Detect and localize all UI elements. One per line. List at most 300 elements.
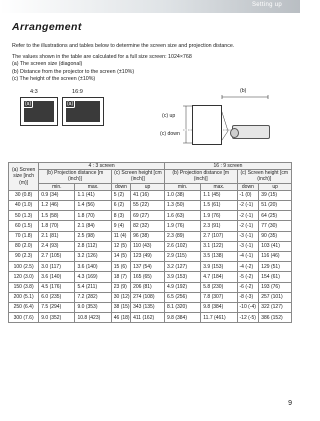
cell-value-alt-unit: (105) [49,253,62,260]
cell-value: 1.9 [203,212,211,219]
cell-value-alt-unit: (49) [142,253,152,260]
cell-value: 23 [113,283,120,290]
value-cell [131,302,165,312]
screen-size-cell [9,231,39,241]
value-cell [201,302,237,312]
cell-value-alt-unit: (15) [120,304,130,311]
value-cell [237,302,259,312]
value-cell [259,190,292,200]
height-header-4-3: (c) Screen height [cm (inch)] [111,170,164,183]
cell-value-alt-unit: (211) [85,283,98,290]
cell-value: 3.1 [203,243,211,250]
cell-value-alt-unit: (112) [85,243,98,250]
value-cell [237,241,259,251]
value-cell [39,201,75,211]
cell-value-alt-unit: (-1) [245,212,254,219]
cell-value-alt-unit: (50) [175,202,185,209]
cell-value: 1.0 [166,192,174,199]
cell-value-alt-unit: (93) [49,243,59,250]
cell-value: 11.7 [203,314,213,321]
value-cell [259,231,292,241]
cell-value-alt-unit: (384) [211,304,224,311]
value-cell [75,251,111,261]
cell-value-alt-unit: (135) [142,304,155,311]
value-cell [75,241,111,251]
cell-value: 30 [113,294,120,301]
table-row [9,221,292,231]
size-inch: 30 [14,192,21,199]
cell-value: 6 [113,202,117,209]
cell-value-alt-unit: (27) [140,212,149,219]
intro-item-a: (a) The screen size (diagonal) [12,61,83,68]
value-cell [131,190,165,200]
intro-item-c: (c) The height of the screen (±10%) [12,75,96,82]
cell-value: 14 [113,253,120,260]
cell-value: -12 [239,314,247,321]
cell-value: 2.9 [166,253,174,260]
cell-value: 193 [261,283,270,290]
cell-value-alt-unit: (0) [245,192,252,199]
ratio-4-3-label: 4:3 [30,89,38,95]
value-cell [131,231,165,241]
cell-value-alt-unit: (-1) [245,202,254,209]
subheader-min: min. [164,183,200,190]
value-cell [131,262,165,272]
size-inch: 150 [13,283,22,290]
cell-value-alt-unit: (126) [85,253,98,260]
table-row [9,231,292,241]
cell-value: 7.5 [41,304,49,311]
height-up-label: (c) up [162,113,176,119]
projection-lines [10,85,294,157]
cell-value: 1.8 [41,222,49,229]
value-cell [201,231,237,241]
cell-value-alt-unit: (294) [49,304,62,311]
cell-value-alt-unit: (84) [85,222,95,229]
value-cell [39,282,75,292]
value-cell [131,292,165,302]
table-row [9,201,292,211]
screen-size-cell [9,241,39,251]
cell-value-alt-unit: (140) [49,273,62,280]
screen-size-cell [9,292,39,302]
cell-value: 165 [133,273,142,280]
cell-value: 2.8 [77,243,85,250]
cell-value-alt-unit: (256) [175,294,187,301]
value-cell [111,241,130,251]
value-cell [111,221,130,231]
cell-value-alt-unit: (138) [211,253,224,260]
cell-value-alt-unit: (30) [268,222,278,229]
height-header-16-9: (c) Screen height [cm (inch)] [237,170,292,183]
screen-size-cell [9,190,39,200]
cell-value-alt-unit: (169) [85,273,98,280]
cell-value: 386 [261,314,270,321]
size-inch: 60 [14,222,21,229]
cell-value-alt-unit: (46) [270,253,280,260]
cell-value-alt-unit: (320) [175,304,187,311]
table-row [9,251,292,261]
value-cell [131,201,165,211]
cell-value: -1 [239,192,244,199]
value-cell [111,231,130,241]
cell-value: 1.5 [41,212,49,219]
value-cell [259,292,292,302]
cell-value-alt-unit: (152) [270,314,283,321]
cell-value-alt-unit: (4) [120,233,127,240]
value-cell [201,272,237,282]
ratio-16-9-label: 16:9 [72,89,83,95]
value-cell [39,272,75,282]
value-cell [131,282,165,292]
value-cell [75,190,111,200]
table-row [9,292,292,302]
cell-value-alt-unit: (235) [49,294,62,301]
cell-value-alt-unit: (384) [175,314,187,321]
cell-value-alt-unit: (15) [268,192,278,199]
cell-value: 8.1 [166,304,174,311]
cell-value: -8 [239,294,244,301]
distance-label: (b) [240,88,247,94]
cell-value: 1.2 [41,202,49,209]
cell-value: -5 [239,273,244,280]
value-cell [237,211,259,221]
cell-value-alt-unit: (38) [140,233,149,240]
cell-value: 2.1 [41,233,49,240]
screen-size-cell [9,221,39,231]
cell-value: 90 [261,233,267,240]
size-m: (1.5) [21,222,33,229]
cell-value: 39 [261,192,267,199]
value-cell [39,251,75,261]
subheader-down: down [237,183,259,190]
value-cell [259,262,292,272]
screen-size-cell [9,272,39,282]
cell-value: -3 [239,243,244,250]
cell-value-alt-unit: (91) [211,222,221,229]
value-cell [237,190,259,200]
subheader-max: max. [75,183,111,190]
cell-value-alt-unit: (61) [270,273,280,280]
size-inch: 80 [14,243,21,250]
screen-size-cell [9,251,39,261]
cell-value-alt-unit: (56) [85,202,95,209]
cell-value: 411 [133,314,142,321]
cell-value: -4 [239,263,244,270]
cell-value: 2.7 [203,233,211,240]
cell-value-alt-unit: (352) [49,314,62,321]
cell-value-alt-unit: (192) [175,283,187,290]
size-m: (1.0) [21,202,33,209]
screen-size-tag-4-3: (a) [25,101,32,107]
cell-value-alt-unit: (461) [214,314,226,321]
cell-value: 5.8 [203,283,211,290]
value-cell [39,241,75,251]
cell-value-alt-unit: (-5) [248,314,256,321]
cell-value: 55 [133,202,139,209]
value-cell [111,272,130,282]
value-cell [75,211,111,221]
size-inch: 90 [14,253,21,260]
cell-value: 41 [133,192,139,199]
cell-value: -2 [239,222,244,229]
size-m: (2.5) [23,263,34,270]
value-cell [259,241,292,251]
cell-value-alt-unit: (162) [142,314,155,321]
size-m: (6.4) [23,304,34,311]
cell-value: 0.9 [41,192,49,199]
cell-value: 257 [261,294,270,301]
cell-value-alt-unit: (5) [120,243,127,250]
cell-value-alt-unit: (122) [211,243,224,250]
value-cell [201,251,237,261]
size-inch: 300 [13,314,22,321]
value-cell [111,282,130,292]
cell-value-alt-unit: (6) [120,263,127,270]
cell-value: 1.1 [203,192,211,199]
cell-value-alt-unit: (423) [88,314,101,321]
value-cell [259,201,292,211]
size-m: (2.0) [21,243,33,250]
intro-text [12,43,292,83]
cell-value-alt-unit: (140) [85,263,98,270]
value-cell [237,251,259,261]
cell-value-alt-unit: (-4) [248,304,256,311]
cell-value-alt-unit: (18) [120,314,130,321]
value-cell [75,282,111,292]
cell-value-alt-unit: (98) [85,233,95,240]
intro-line-1: Refer to the illustrations and tables below to determine the screen size and projection distance. [12,43,235,49]
cell-value: 154 [261,273,270,280]
value-cell [237,262,259,272]
value-cell [131,313,165,323]
cell-value: 2.5 [77,233,85,240]
cell-value-alt-unit: (4) [117,222,125,229]
value-cell [237,221,259,231]
cell-value-alt-unit: (61) [211,202,221,209]
value-cell [164,282,200,292]
cell-value-alt-unit: (184) [211,273,224,280]
value-cell [131,221,165,231]
cell-value: 1.3 [166,202,174,209]
cell-value-alt-unit: (5) [120,253,127,260]
value-cell [39,262,75,272]
value-cell [164,272,200,282]
cell-value-alt-unit: (45) [211,192,221,199]
cell-value-alt-unit: (-2) [245,263,254,270]
table-row [9,241,292,251]
screen-size-tag-16-9: (a) [67,101,74,107]
cell-value-alt-unit: (12) [120,294,130,301]
cell-value: 6.5 [166,294,174,301]
cell-value: 7.8 [203,294,211,301]
cell-value: 2.1 [77,222,85,229]
cell-value: 9.0 [41,314,49,321]
cell-value: 274 [133,294,142,301]
value-cell [131,211,165,221]
screen-size-cell [9,201,39,211]
cell-value-alt-unit: (153) [211,263,224,270]
cell-value: 3.0 [41,263,49,270]
cell-value-alt-unit: (-1) [245,253,254,260]
cell-value-alt-unit: (153) [175,273,187,280]
group-4-3-header: 4 : 3 screen [39,163,165,170]
cell-value-alt-unit: (32) [140,222,149,229]
projection-screen-icon [192,105,222,145]
subheader-max: max. [201,183,237,190]
value-cell [237,292,259,302]
cell-value-alt-unit: (34) [49,192,59,199]
cell-value: -3 [239,233,244,240]
value-cell [259,211,292,221]
value-cell [111,211,130,221]
size-m: (1.8) [21,233,33,240]
cell-value: 3.2 [166,263,174,270]
cell-value-alt-unit: (115) [175,253,187,260]
value-cell [39,221,75,231]
cell-value-alt-unit: (81) [142,283,152,290]
value-cell [164,211,200,221]
table-row [9,272,292,282]
projection-header-16-9: (b) Projection distance [m (inch)] [164,170,237,183]
cell-value: 82 [133,222,139,229]
intro-item-b: (b) Distance from the projector to the screen (±10%) [12,68,135,75]
cell-value: 129 [261,263,270,270]
cell-value-alt-unit: (-1) [245,233,254,240]
cell-value: 6.0 [41,294,49,301]
cell-value-alt-unit: (25) [268,212,278,219]
screen-size-cell [9,211,39,221]
header-band [0,0,300,13]
cell-value: 123 [133,253,142,260]
cell-value: 110 [133,243,142,250]
value-cell [164,221,200,231]
value-cell [201,201,237,211]
cell-value: 2.3 [166,233,174,240]
cell-value-alt-unit: (58) [49,212,59,219]
value-cell [75,262,111,272]
cell-value-alt-unit: (-1) [245,222,254,229]
value-cell [201,241,237,251]
cell-value: 4.5 [41,283,49,290]
cell-value-alt-unit: (-2) [245,283,254,290]
table-row [9,262,292,272]
cell-value: 343 [133,304,142,311]
cell-value: 15 [113,263,120,270]
cell-value-alt-unit: (41) [85,192,95,199]
screen-size-header: (a) Screen size [inch (m)] [9,163,39,191]
table-row [9,313,292,323]
value-cell [237,313,259,323]
value-cell [201,211,237,221]
cell-value-alt-unit: (2) [117,192,125,199]
cell-value: 322 [261,304,270,311]
page-number: 9 [288,400,292,407]
value-cell [111,262,130,272]
cell-value-alt-unit: (20) [268,202,278,209]
value-cell [39,292,75,302]
group-16-9-header: 16 : 9 screen [164,163,291,170]
size-m: (5.1) [23,294,34,301]
value-cell [164,231,200,241]
cell-value: 116 [261,253,270,260]
size-m: (1.3) [21,212,33,219]
cell-value-alt-unit: (3) [117,212,125,219]
value-cell [75,292,111,302]
value-cell [237,201,259,211]
cell-value: 4.7 [203,273,211,280]
value-cell [237,231,259,241]
cell-value-alt-unit: (63) [175,212,185,219]
cell-value-alt-unit: (7) [120,273,127,280]
size-m: (0.8) [21,192,33,199]
cell-value: 2.6 [166,243,174,250]
cell-value: 3.6 [77,263,85,270]
value-cell [75,221,111,231]
cell-value: 3.5 [203,253,211,260]
value-cell [131,241,165,251]
value-cell [111,201,130,211]
value-cell [164,313,200,323]
value-cell [201,262,237,272]
screen-size-table [8,162,292,323]
table-row [9,302,292,312]
value-cell [237,282,259,292]
cell-value-alt-unit: (127) [270,304,283,311]
cell-value-alt-unit: (76) [211,212,221,219]
cell-value-alt-unit: (54) [142,263,152,270]
value-cell [164,241,200,251]
cell-value: 3.9 [166,273,174,280]
cell-value-alt-unit: (-1) [245,243,254,250]
intro-line-2: The values shown in the table are calculated for a full size screen: 1024×768 [12,54,192,61]
cell-value: 1.4 [77,202,85,209]
cell-value: 96 [133,233,139,240]
value-cell [39,313,75,323]
cell-value-alt-unit: (282) [85,294,98,301]
value-cell [111,313,130,323]
cell-value: 77 [261,222,267,229]
value-cell [201,190,237,200]
cell-value: 2.3 [203,222,211,229]
cell-value-alt-unit: (353) [85,304,98,311]
screen-size-cell [9,282,39,292]
cell-value: 206 [133,283,142,290]
cell-value-alt-unit: (102) [175,243,187,250]
value-cell [164,201,200,211]
cell-value-alt-unit: (70) [49,222,59,229]
size-inch: 120 [13,273,22,280]
value-cell [111,292,130,302]
value-cell [75,302,111,312]
cell-value-alt-unit: (65) [142,273,152,280]
cell-value: 1.6 [166,212,174,219]
cell-value-alt-unit: (101) [270,294,283,301]
cell-value-alt-unit: (51) [270,263,280,270]
value-cell [164,292,200,302]
table-body [9,190,292,322]
table-row [9,282,292,292]
subheader-up: up [131,183,165,190]
cell-value: 3.2 [77,253,85,260]
value-cell [39,302,75,312]
value-cell [237,272,259,282]
cell-value: 3.9 [203,263,211,270]
subheader-up: up [259,183,292,190]
cell-value-alt-unit: (76) [270,283,280,290]
cell-value-alt-unit: (-3) [245,294,254,301]
cell-value: 7.2 [77,294,85,301]
